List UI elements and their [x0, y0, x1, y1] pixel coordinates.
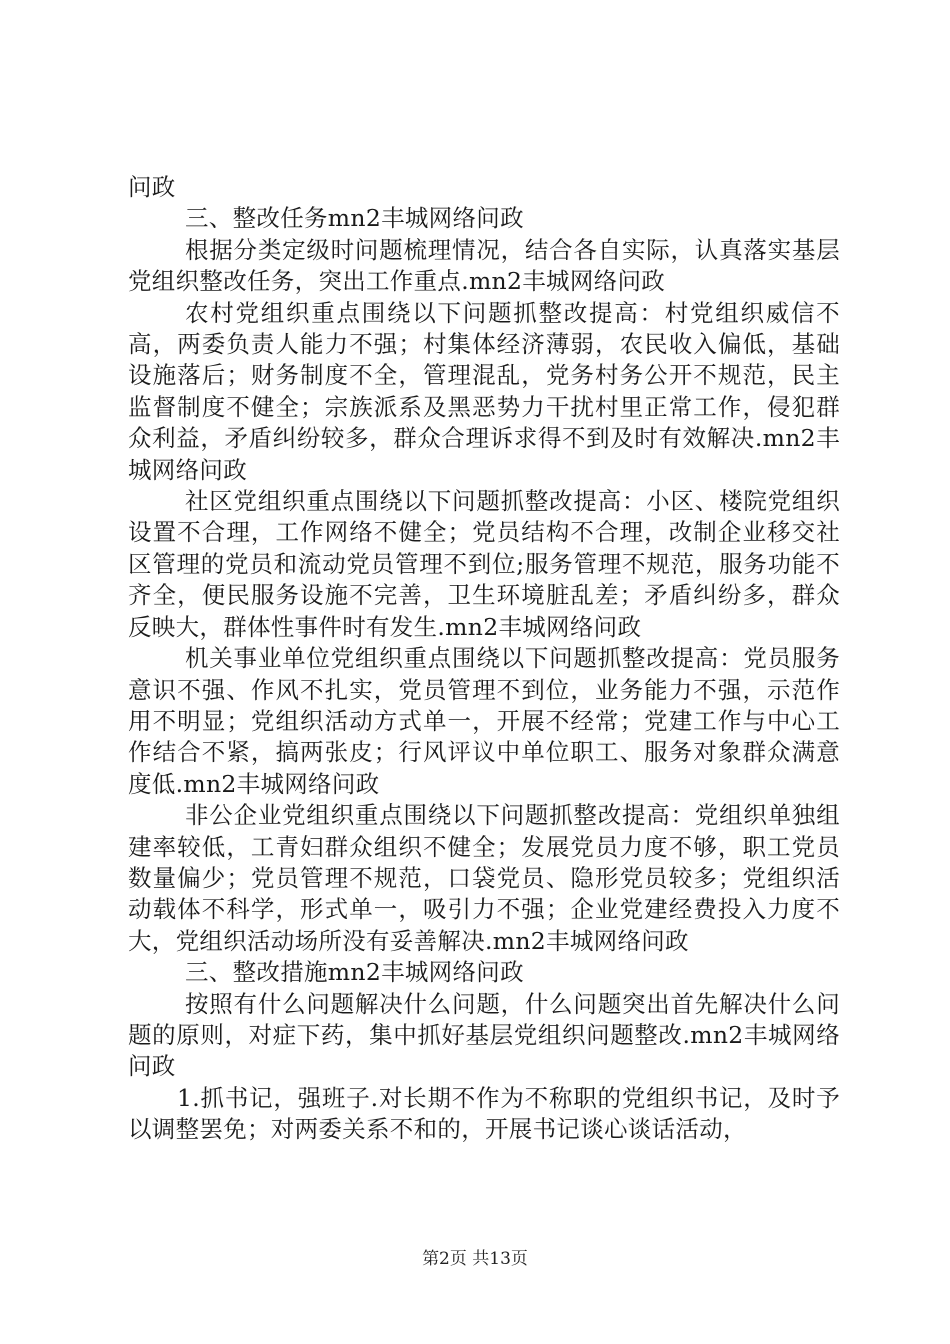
section-heading-measures: 三、整改措施mn2丰城网络问政 — [185, 958, 524, 987]
paragraph-principle: 按照有什么问题解决什么问题，什么问题突出首先解决什么问题的原则，对症下药，集中抓好基层党组织问题整改.mn2丰城网络问政 — [128, 989, 840, 1081]
paragraph-fragment: 问政 — [128, 173, 176, 201]
paragraph-rural: 农村党组织重点围绕以下问题抓整改提高：村党组织威信不高，两委负责人能力不强；村集体经济薄弱，农民收入偏低，基础设施落后；财务制度不全，管理混乱，党务村务公开不规范，民主监督制度不健全；宗族派系及黑恶势力干扰村里正常工作，侵犯群众利益，矛盾纠纷较多，群众合理诉求得不到及时有效解决.mn2丰城网络问政 — [128, 298, 840, 484]
paragraph-community: 社区党组织重点围绕以下问题抓整改提高：小区、楼院党组织设置不合理，工作网络不健全；党员结构不合理，改制企业移交社区管理的党员和流动党员管理不到位;服务管理不规范，服务功能不齐全，便民服务设施不完善，卫生环境脏乱差；矛盾纠纷多，群众反映大，群体性事件时有发生.mn2丰城网络问政 — [128, 487, 840, 641]
page-footer: 第2页 共13页 — [422, 1249, 528, 1269]
paragraph-measure-1: 1.抓书记，强班子.对长期不作为不称职的党组织书记，及时予以调整罢免；对两委关系不和的，开展书记谈心谈话活动， — [128, 1083, 840, 1144]
paragraph-intro: 根据分类定级时问题梳理情况，结合各自实际，认真落实基层党组织整改任务，突出工作重点.mn2丰城网络问政 — [128, 235, 840, 296]
paragraph-institutions: 机关事业单位党组织重点围绕以下问题抓整改提高：党员服务意识不强、作风不扎实，党员管理不到位，业务能力不强，示范作用不明显；党组织活动方式单一，开展不经常；党建工作与中心工作结合不紧，搞两张皮；行风评议中单位职工、服务对象群众满意度低.mn2丰城网络问政 — [128, 644, 840, 798]
paragraph-private-enterprises: 非公企业党组织重点围绕以下问题抓整改提高：党组织单独组建率较低，工青妇群众组织不健全；发展党员力度不够，职工党员数量偏少；党员管理不规范，口袋党员、隐形党员较多；党组织活动载体不科学，形式单一，吸引力不强；企业党建经费投入力度不大，党组织活动场所没有妥善解决.mn2丰城网络问政 — [128, 801, 840, 955]
section-heading-tasks: 三、整改任务mn2丰城网络问政 — [185, 204, 524, 233]
document-body — [128, 172, 840, 1146]
